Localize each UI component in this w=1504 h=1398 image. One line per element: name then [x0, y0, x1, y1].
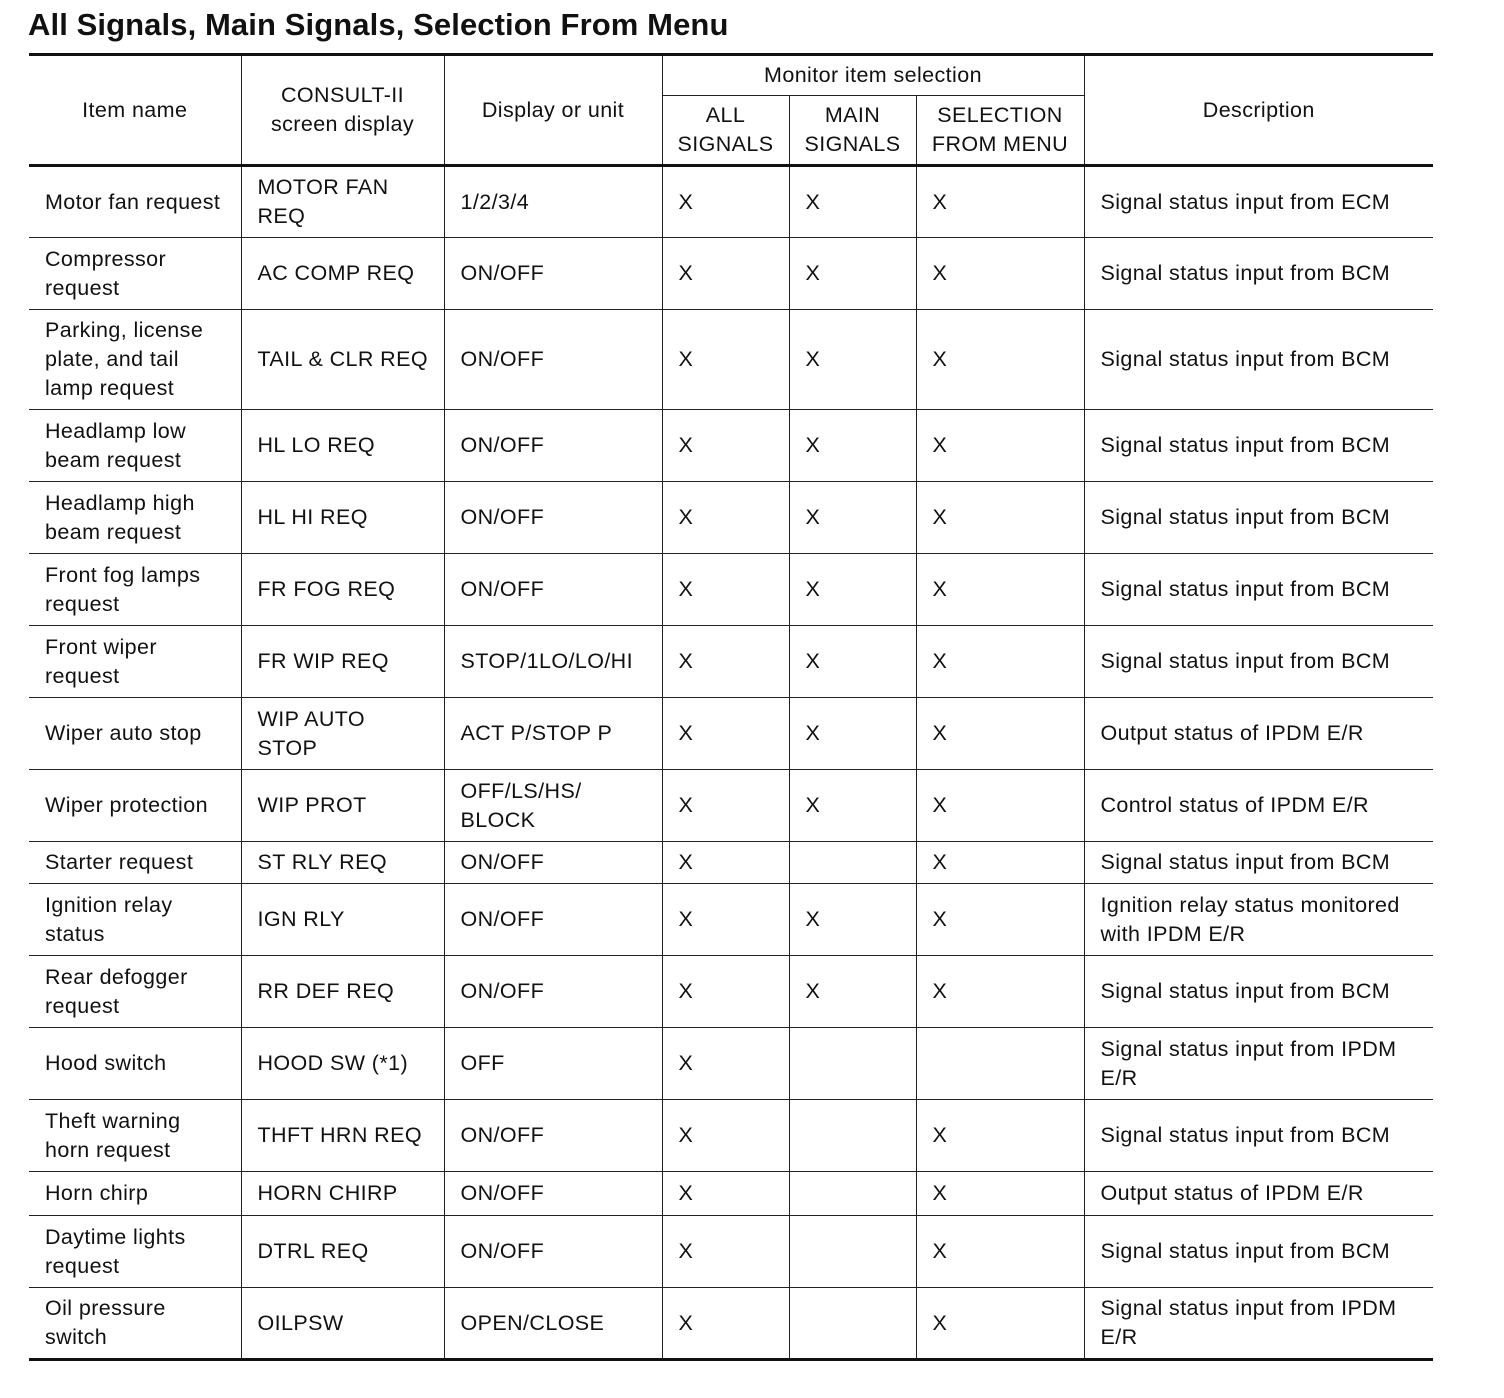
- cell-description: [1084, 482, 1433, 554]
- table-row: [29, 482, 1433, 554]
- cell-description: [1084, 956, 1433, 1028]
- item-name-line: status: [45, 921, 105, 946]
- cell-description: [1084, 698, 1433, 770]
- screen-display-line: WIP PROT: [257, 793, 367, 817]
- display-unit-line: OPEN/CLOSE: [460, 1310, 605, 1335]
- screen-display-line: FR FOG REQ: [257, 577, 396, 601]
- cell-all-signals: X: [662, 410, 789, 482]
- table-row: [29, 554, 1433, 626]
- screen-display-line: HL LO REQ: [257, 433, 376, 457]
- cell-screen-display: [241, 310, 444, 410]
- cell-display-unit: [444, 482, 662, 554]
- cell-item-name: [29, 884, 241, 956]
- cell-display-unit: [444, 626, 662, 698]
- cell-all-signals: X: [662, 842, 789, 884]
- cell-item-name: [29, 956, 241, 1028]
- cell-screen-display: [241, 626, 444, 698]
- display-unit-line: ON/OFF: [460, 433, 545, 457]
- display-unit-line: ON/OFF: [460, 907, 545, 931]
- table-row: [29, 410, 1433, 482]
- screen-display-line: WIP AUTO: [257, 706, 366, 731]
- cell-main-signals: X: [789, 554, 916, 626]
- item-name-line: Ignition relay: [45, 892, 173, 917]
- item-name-line: Wiper auto stop: [45, 721, 202, 745]
- cell-main-signals: X: [789, 166, 916, 238]
- description-line: Output status of IPDM E/R: [1100, 1181, 1364, 1205]
- cell-main-signals: X: [789, 698, 916, 770]
- cell-display-unit: [444, 770, 662, 842]
- item-name-line: Starter request: [45, 850, 194, 874]
- cell-description: [1084, 842, 1433, 884]
- cell-screen-display: [241, 1100, 444, 1172]
- table-row: [29, 842, 1433, 884]
- description-line: Control status of IPDM E/R: [1100, 793, 1369, 817]
- table-row: [29, 166, 1433, 238]
- cell-item-name: [29, 1100, 241, 1172]
- cell-selection-from-menu: X: [916, 842, 1084, 884]
- cell-display-unit: [444, 166, 662, 238]
- description-line: Output status of IPDM E/R: [1100, 721, 1364, 745]
- cell-main-signals: X: [789, 770, 916, 842]
- cell-main-signals: X: [789, 238, 916, 310]
- cell-item-name: [29, 698, 241, 770]
- display-unit-line: ON/OFF: [460, 1239, 545, 1263]
- header-main-signals: MAIN SIGNALS: [789, 96, 916, 166]
- description-line: Signal status input from BCM: [1100, 261, 1391, 285]
- item-name-line: Hood switch: [45, 1051, 167, 1075]
- cell-all-signals: X: [662, 310, 789, 410]
- header-selection-from-menu: SELECTION FROM MENU: [916, 96, 1084, 166]
- screen-display-line: MOTOR FAN: [257, 175, 389, 199]
- cell-item-name: [29, 482, 241, 554]
- item-name-line: switch: [45, 1325, 108, 1349]
- cell-description: [1084, 310, 1433, 410]
- cell-display-unit: [444, 310, 662, 410]
- cell-selection-from-menu: X: [916, 310, 1084, 410]
- cell-main-signals: [789, 842, 916, 884]
- item-name-line: Compressor: [45, 246, 167, 271]
- screen-display-line: ST RLY REQ: [257, 850, 387, 874]
- display-unit-line: BLOCK: [460, 807, 536, 832]
- display-unit-line: STOP/1LO/LO/HI: [460, 649, 633, 673]
- screen-display-line: REQ: [257, 204, 306, 228]
- screen-display-line: IGN RLY: [257, 907, 345, 931]
- header-all-signals: ALL SIGNALS: [662, 96, 789, 166]
- cell-all-signals: X: [662, 770, 789, 842]
- screen-display-line: THFT HRN REQ: [257, 1123, 422, 1147]
- cell-item-name: [29, 770, 241, 842]
- cell-main-signals: X: [789, 482, 916, 554]
- item-name-line: beam request: [45, 519, 182, 544]
- cell-display-unit: [444, 842, 662, 884]
- cell-item-name: [29, 310, 241, 410]
- cell-selection-from-menu: X: [916, 1100, 1084, 1172]
- description-line: E/R: [1100, 1065, 1138, 1090]
- cell-display-unit: [444, 1100, 662, 1172]
- table-row: [29, 1028, 1433, 1100]
- table-row: [29, 956, 1433, 1028]
- cell-screen-display: [241, 842, 444, 884]
- table-body: [29, 166, 1433, 1360]
- cell-main-signals: X: [789, 956, 916, 1028]
- cell-main-signals: X: [789, 626, 916, 698]
- signal-monitor-table: [29, 53, 1433, 1361]
- cell-screen-display: [241, 482, 444, 554]
- description-line: Ignition relay status monitored: [1100, 892, 1400, 917]
- description-line: Signal status input from BCM: [1100, 577, 1391, 601]
- display-unit-line: ON/OFF: [460, 1123, 545, 1147]
- cell-all-signals: X: [662, 1216, 789, 1288]
- cell-all-signals: X: [662, 238, 789, 310]
- description-line: Signal status input from BCM: [1100, 979, 1391, 1003]
- item-name-line: request: [45, 275, 120, 300]
- item-name-line: Oil pressure: [45, 1296, 166, 1320]
- cell-selection-from-menu: X: [916, 1216, 1084, 1288]
- table-row: [29, 310, 1433, 410]
- description-line: with IPDM E/R: [1100, 921, 1246, 946]
- screen-display-line: HL HI REQ: [257, 505, 368, 529]
- item-name-line: plate, and tail: [45, 347, 179, 371]
- table-row: [29, 1172, 1433, 1216]
- cell-item-name: [29, 842, 241, 884]
- table-row: [29, 626, 1433, 698]
- item-name-line: Daytime lights: [45, 1224, 186, 1249]
- cell-selection-from-menu: X: [916, 410, 1084, 482]
- cell-all-signals: X: [662, 482, 789, 554]
- description-line: Signal status input from BCM: [1100, 850, 1391, 874]
- cell-all-signals: X: [662, 698, 789, 770]
- header-monitor-item-selection: Monitor item selection: [662, 55, 1084, 96]
- cell-display-unit: [444, 698, 662, 770]
- screen-display-line: HOOD SW (*1): [257, 1051, 409, 1075]
- cell-main-signals: X: [789, 884, 916, 956]
- screen-display-line: HORN CHIRP: [257, 1181, 398, 1205]
- display-unit-line: 1/2/3/4: [460, 189, 530, 214]
- description-line: Signal status input from BCM: [1100, 1123, 1391, 1147]
- description-line: Signal status input from BCM: [1100, 433, 1391, 457]
- display-unit-line: ON/OFF: [460, 577, 545, 601]
- cell-main-signals: [789, 1172, 916, 1216]
- screen-display-line: STOP: [257, 735, 318, 760]
- screen-display-line: TAIL & CLR REQ: [257, 347, 428, 371]
- item-name-line: Front fog lamps: [45, 562, 201, 587]
- cell-selection-from-menu: X: [916, 1288, 1084, 1360]
- display-unit-line: ON/OFF: [460, 347, 545, 371]
- item-name-line: Wiper protection: [45, 793, 208, 817]
- cell-description: [1084, 554, 1433, 626]
- item-name-line: Motor fan request: [45, 189, 221, 214]
- cell-display-unit: [444, 1172, 662, 1216]
- cell-item-name: [29, 166, 241, 238]
- cell-description: [1084, 1028, 1433, 1100]
- cell-selection-from-menu: X: [916, 482, 1084, 554]
- header-consult-screen-display: CONSULT-II screen display: [241, 55, 444, 166]
- table-row: [29, 1100, 1433, 1172]
- table-row: [29, 238, 1433, 310]
- description-line: Signal status input from BCM: [1100, 505, 1391, 529]
- cell-all-signals: X: [662, 956, 789, 1028]
- cell-item-name: [29, 1216, 241, 1288]
- cell-all-signals: X: [662, 166, 789, 238]
- screen-display-line: RR DEF REQ: [257, 979, 395, 1003]
- screen-display-line: AC COMP REQ: [257, 261, 415, 285]
- cell-description: [1084, 166, 1433, 238]
- item-name-line: request: [45, 663, 120, 688]
- table-row: [29, 770, 1433, 842]
- cell-description: [1084, 410, 1433, 482]
- table-row: [29, 1288, 1433, 1360]
- display-unit-line: ACT P/STOP P: [460, 721, 613, 745]
- cell-selection-from-menu: X: [916, 770, 1084, 842]
- cell-selection-from-menu: X: [916, 166, 1084, 238]
- display-unit-line: OFF: [460, 1051, 505, 1075]
- cell-main-signals: X: [789, 310, 916, 410]
- item-name-line: Horn chirp: [45, 1181, 149, 1205]
- cell-display-unit: [444, 1028, 662, 1100]
- cell-selection-from-menu: [916, 1028, 1084, 1100]
- cell-screen-display: [241, 410, 444, 482]
- item-name-line: Parking, license: [45, 318, 204, 342]
- cell-all-signals: X: [662, 1172, 789, 1216]
- cell-selection-from-menu: X: [916, 238, 1084, 310]
- cell-screen-display: [241, 238, 444, 310]
- header-description: Description: [1084, 55, 1433, 166]
- cell-screen-display: [241, 1172, 444, 1216]
- cell-all-signals: X: [662, 554, 789, 626]
- item-name-line: Theft warning: [45, 1108, 181, 1133]
- description-line: Signal status input from BCM: [1100, 649, 1391, 673]
- cell-screen-display: [241, 770, 444, 842]
- cell-description: [1084, 1100, 1433, 1172]
- display-unit-line: ON/OFF: [460, 850, 545, 874]
- screen-display-line: DTRL REQ: [257, 1239, 369, 1263]
- header-display-or-unit: Display or unit: [444, 55, 662, 166]
- cell-item-name: [29, 238, 241, 310]
- item-name-line: Headlamp low: [45, 418, 187, 443]
- item-name-line: beam request: [45, 447, 182, 472]
- cell-description: [1084, 1288, 1433, 1360]
- cell-display-unit: [444, 238, 662, 310]
- item-name-line: request: [45, 591, 120, 616]
- cell-selection-from-menu: X: [916, 1172, 1084, 1216]
- cell-all-signals: X: [662, 884, 789, 956]
- cell-description: [1084, 1216, 1433, 1288]
- screen-display-line: FR WIP REQ: [257, 649, 389, 673]
- header-item-name: Item name: [29, 55, 241, 166]
- description-line: Signal status input from BCM: [1100, 1239, 1391, 1263]
- item-name-line: lamp request: [45, 376, 175, 400]
- cell-main-signals: X: [789, 410, 916, 482]
- cell-selection-from-menu: X: [916, 884, 1084, 956]
- cell-item-name: [29, 410, 241, 482]
- display-unit-line: OFF/LS/HS/: [460, 778, 582, 803]
- display-unit-line: ON/OFF: [460, 261, 545, 285]
- cell-screen-display: [241, 956, 444, 1028]
- cell-description: [1084, 626, 1433, 698]
- item-name-line: request: [45, 1253, 120, 1278]
- cell-selection-from-menu: X: [916, 554, 1084, 626]
- cell-main-signals: [789, 1216, 916, 1288]
- cell-main-signals: [789, 1028, 916, 1100]
- display-unit-line: ON/OFF: [460, 505, 545, 529]
- cell-display-unit: [444, 1216, 662, 1288]
- cell-screen-display: [241, 884, 444, 956]
- item-name-line: Rear defogger: [45, 964, 188, 989]
- cell-display-unit: [444, 884, 662, 956]
- table-row: [29, 884, 1433, 956]
- cell-description: [1084, 1172, 1433, 1216]
- item-name-line: Headlamp high: [45, 490, 195, 515]
- description-line: Signal status input from IPDM: [1100, 1296, 1397, 1320]
- cell-screen-display: [241, 1288, 444, 1360]
- cell-all-signals: X: [662, 1100, 789, 1172]
- table-header: [29, 55, 1433, 166]
- display-unit-line: ON/OFF: [460, 1181, 545, 1205]
- cell-screen-display: [241, 554, 444, 626]
- cell-display-unit: [444, 1288, 662, 1360]
- table-row: [29, 698, 1433, 770]
- cell-all-signals: X: [662, 626, 789, 698]
- description-line: Signal status input from BCM: [1100, 347, 1391, 371]
- cell-display-unit: [444, 554, 662, 626]
- cell-selection-from-menu: X: [916, 698, 1084, 770]
- cell-item-name: [29, 1288, 241, 1360]
- cell-description: [1084, 238, 1433, 310]
- item-name-line: Front wiper: [45, 634, 157, 659]
- cell-description: [1084, 770, 1433, 842]
- item-name-line: request: [45, 993, 120, 1018]
- cell-item-name: [29, 1172, 241, 1216]
- description-line: Signal status input from ECM: [1100, 189, 1391, 214]
- screen-display-line: OILPSW: [257, 1310, 344, 1335]
- cell-main-signals: [789, 1288, 916, 1360]
- page-title: All Signals, Main Signals, Selection From Menu: [28, 7, 729, 42]
- cell-all-signals: X: [662, 1028, 789, 1100]
- cell-screen-display: [241, 1216, 444, 1288]
- cell-display-unit: [444, 410, 662, 482]
- cell-display-unit: [444, 956, 662, 1028]
- description-line: Signal status input from IPDM: [1100, 1036, 1397, 1061]
- cell-description: [1084, 884, 1433, 956]
- display-unit-line: ON/OFF: [460, 979, 545, 1003]
- cell-screen-display: [241, 698, 444, 770]
- cell-item-name: [29, 626, 241, 698]
- cell-screen-display: [241, 1028, 444, 1100]
- description-line: E/R: [1100, 1325, 1138, 1349]
- cell-main-signals: [789, 1100, 916, 1172]
- cell-item-name: [29, 1028, 241, 1100]
- cell-item-name: [29, 554, 241, 626]
- item-name-line: horn request: [45, 1137, 171, 1162]
- cell-selection-from-menu: X: [916, 956, 1084, 1028]
- cell-all-signals: X: [662, 1288, 789, 1360]
- cell-screen-display: [241, 166, 444, 238]
- cell-selection-from-menu: X: [916, 626, 1084, 698]
- table-row: [29, 1216, 1433, 1288]
